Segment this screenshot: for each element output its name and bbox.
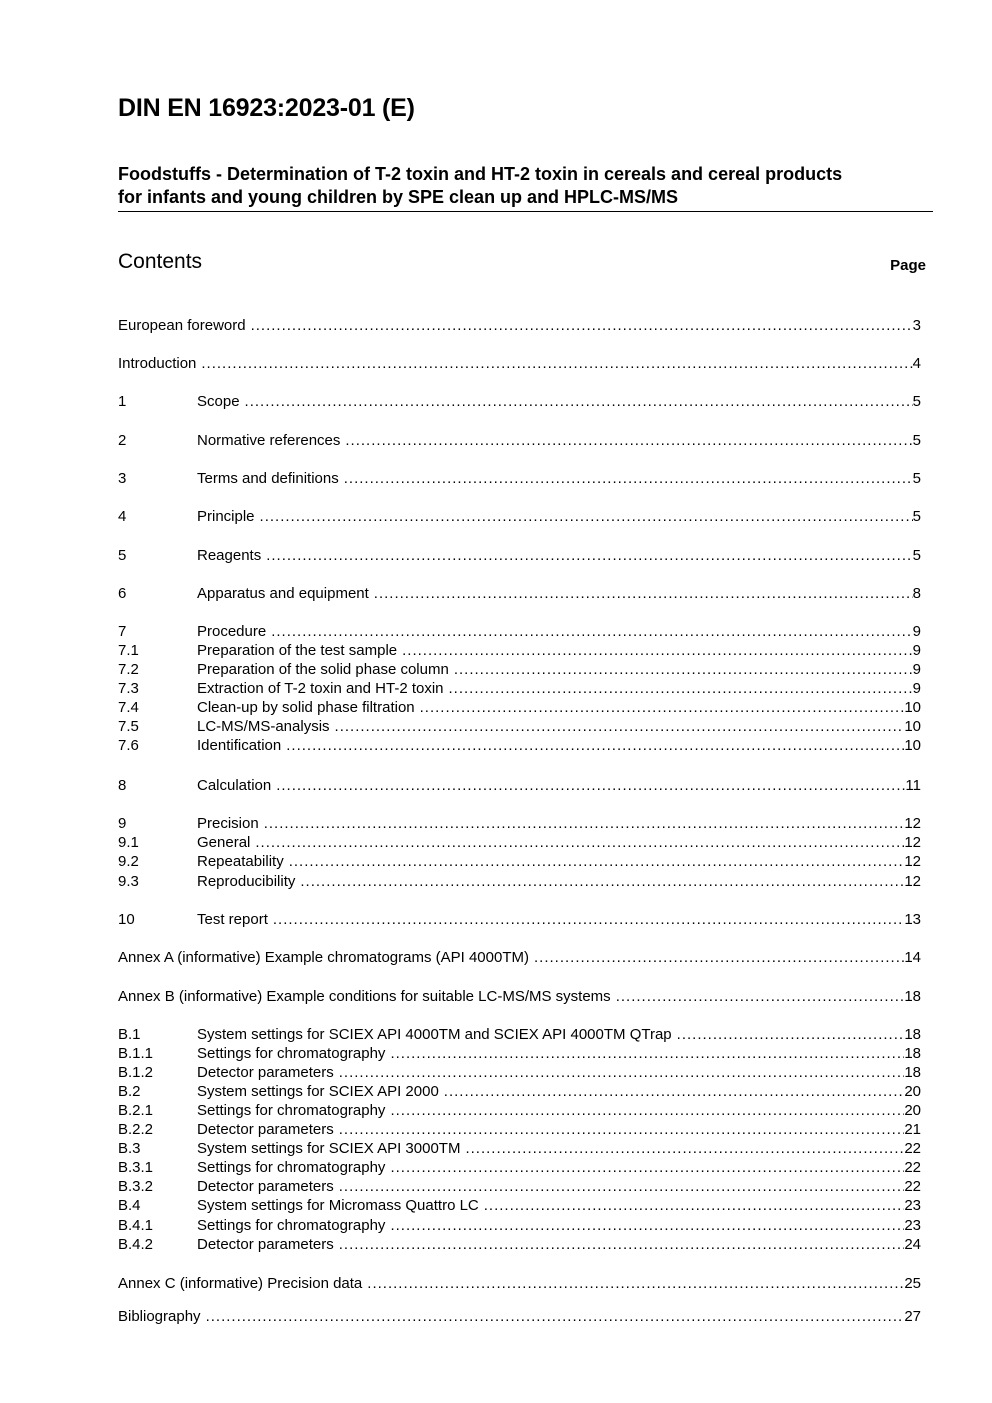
toc-entry-page: 18 [904, 988, 921, 1005]
toc-entry[interactable] [118, 431, 921, 450]
toc-dot-leader [335, 717, 905, 736]
toc-entry-number: 4 [118, 508, 127, 525]
toc-entry-title: Annex A (informative) Example chromatograms (API 4000TM) [118, 949, 529, 966]
toc-entry-title: Identification [197, 737, 282, 754]
toc-entry[interactable] [118, 507, 921, 526]
toc-entry-page: 12 [904, 815, 921, 832]
toc-dot-leader [390, 1044, 904, 1063]
toc-entry-page: 5 [912, 508, 921, 525]
toc-dot-leader [260, 507, 913, 526]
toc-dot-leader [339, 1177, 905, 1196]
toc-entry-number: B.2 [118, 1083, 141, 1100]
toc-entry-page: 12 [904, 834, 921, 851]
toc-entry-title: Reproducibility [197, 873, 296, 890]
toc-entry-page: 5 [912, 393, 921, 410]
toc-entry[interactable] [118, 717, 921, 736]
toc-entry-page: 11 [905, 777, 921, 794]
toc-entry-number: 7.4 [118, 699, 139, 716]
toc-entry-page: 10 [904, 718, 921, 735]
toc-entry-title: Annex B (informative) Example conditions for suitable LC-MS/MS systems [118, 988, 611, 1005]
toc-entry-title: Apparatus and equipment [197, 585, 369, 602]
toc-entry[interactable] [118, 698, 921, 717]
toc-entry[interactable] [118, 987, 921, 1006]
toc-entry-number: 2 [118, 432, 127, 449]
toc-entry-number: 7.5 [118, 718, 139, 735]
toc-entry-number: 1 [118, 393, 127, 410]
toc-entry[interactable] [118, 910, 921, 929]
toc-entry-number: 8 [118, 777, 127, 794]
toc-entry-page: 18 [904, 1026, 921, 1043]
toc-entry-number: 9 [118, 815, 127, 832]
toc-entry-title: Detector parameters [197, 1178, 334, 1195]
toc-entry[interactable] [118, 1158, 921, 1177]
toc-dot-leader [484, 1196, 905, 1215]
toc-entry-number: 5 [118, 547, 127, 564]
toc-entry-page: 23 [904, 1197, 921, 1214]
toc-entry-page: 13 [904, 911, 921, 928]
toc-entry-title: System settings for SCIEX API 4000TM and SCIEX API 4000TM QTrap [197, 1026, 672, 1043]
toc-entry[interactable] [118, 1177, 921, 1196]
toc-entry[interactable] [118, 1196, 921, 1215]
toc-dot-leader [454, 660, 913, 679]
toc-entry-number: 9.1 [118, 834, 139, 851]
toc-entry-page: 5 [912, 470, 921, 487]
toc-entry-page: 10 [904, 699, 921, 716]
toc-dot-leader [345, 431, 912, 450]
toc-entry-title: System settings for SCIEX API 3000TM [197, 1140, 461, 1157]
toc-entry-title: Principle [197, 508, 255, 525]
toc-entry-title: Settings for chromatography [197, 1217, 386, 1234]
toc-entry[interactable] [118, 1063, 921, 1082]
toc-entry-title: Precision [197, 815, 259, 832]
toc-entry[interactable] [118, 584, 921, 603]
toc-entry[interactable] [118, 833, 921, 852]
toc-dot-leader [390, 1101, 904, 1120]
toc-entry-page: 9 [912, 642, 921, 659]
toc-dot-leader [201, 354, 912, 373]
toc-entry[interactable] [118, 814, 921, 833]
toc-entry-number: 6 [118, 585, 127, 602]
toc-dot-leader [465, 1139, 904, 1158]
toc-entry-title: Bibliography [118, 1308, 201, 1325]
contents-heading: Contents [118, 250, 203, 273]
toc-entry[interactable] [118, 1235, 921, 1254]
toc-entry-number: 9.2 [118, 853, 139, 870]
toc-dot-leader [367, 1274, 904, 1293]
toc-entry-title: LC-MS/MS-analysis [197, 718, 330, 735]
toc-entry-number: 7 [118, 623, 127, 640]
toc-entry-page: 24 [904, 1236, 921, 1253]
toc-entry[interactable] [118, 1307, 921, 1326]
toc-entry-number: 7.6 [118, 737, 139, 754]
toc-dot-leader [402, 641, 913, 660]
toc-entry-page: 18 [904, 1064, 921, 1081]
toc-dot-leader [339, 1235, 905, 1254]
toc-entry-number: 9.3 [118, 873, 139, 890]
toc-entry-title: Reagents [197, 547, 262, 564]
toc-entry-title: Calculation [197, 777, 272, 794]
toc-entry-title: System settings for SCIEX API 2000 [197, 1083, 439, 1100]
toc-entry-title: European foreword [118, 317, 246, 334]
toc-entry-title: Detector parameters [197, 1236, 334, 1253]
toc-entry[interactable] [118, 852, 921, 871]
toc-dot-leader [266, 546, 912, 565]
toc-dot-leader [534, 948, 904, 967]
document-title-line-1: Foodstuffs - Determination of T-2 toxin and HT-2 toxin in cereals and cereal products [118, 164, 843, 184]
toc-entry-page: 9 [912, 680, 921, 697]
toc-entry-number: B.1 [118, 1026, 141, 1043]
toc-entry-page: 22 [904, 1159, 921, 1176]
toc-entry-number: B.2.1 [118, 1102, 154, 1119]
toc-entry-page: 22 [904, 1178, 921, 1195]
toc-entry-number: B.4.2 [118, 1236, 154, 1253]
toc-dot-leader [289, 852, 905, 871]
toc-dot-leader [339, 1063, 905, 1082]
toc-entry-number: B.3.1 [118, 1159, 154, 1176]
toc-entry[interactable] [118, 622, 921, 641]
toc-dot-leader [245, 392, 913, 411]
toc-entry[interactable] [118, 316, 921, 335]
toc-dot-leader [271, 622, 912, 641]
document-title [118, 163, 933, 212]
toc-entry-page: 9 [912, 623, 921, 640]
toc-entry-title: Terms and definitions [197, 470, 339, 487]
toc-dot-leader [374, 584, 913, 603]
toc-entry-number: B.3.2 [118, 1178, 154, 1195]
toc-entry[interactable] [118, 1082, 921, 1101]
toc-entry-page: 12 [904, 873, 921, 890]
toc-dot-leader [206, 1307, 905, 1326]
toc-entry[interactable] [118, 1139, 921, 1158]
toc-entry-title: Introduction [118, 355, 197, 372]
toc-entry[interactable] [118, 660, 921, 679]
toc-entry-page: 20 [904, 1102, 921, 1119]
toc-entry[interactable] [118, 1025, 921, 1044]
toc-entry-number: B.3 [118, 1140, 141, 1157]
toc-entry-page: 4 [912, 355, 921, 372]
toc-entry[interactable] [118, 948, 921, 967]
toc-entry[interactable] [118, 354, 921, 373]
toc-entry-title: Settings for chromatography [197, 1102, 386, 1119]
document-id: DIN EN 16923:2023-01 (E) [118, 94, 415, 122]
toc-entry[interactable] [118, 1274, 921, 1293]
toc-dot-leader [449, 679, 913, 698]
toc-entry-title: Repeatability [197, 853, 284, 870]
toc-entry-page: 21 [904, 1121, 921, 1138]
toc-entry-number: 7.1 [118, 642, 139, 659]
toc-entry-page: 8 [912, 585, 921, 602]
toc-entry-title: Settings for chromatography [197, 1045, 386, 1062]
toc-entry[interactable] [118, 1101, 921, 1120]
toc-entry-page: 18 [904, 1045, 921, 1062]
toc-entry-title: Detector parameters [197, 1121, 334, 1138]
toc-entry[interactable] [118, 776, 921, 795]
page-column-heading: Page [890, 257, 926, 274]
toc-entry-page: 10 [904, 737, 921, 754]
toc-entry[interactable] [118, 546, 921, 565]
toc-entry-page: 23 [904, 1217, 921, 1234]
toc-entry-number: 7.3 [118, 680, 139, 697]
toc-entry-page: 25 [904, 1275, 921, 1292]
toc-entry-number: 7.2 [118, 661, 139, 678]
toc-entry-number: 3 [118, 470, 127, 487]
toc-entry-title: Detector parameters [197, 1064, 334, 1081]
toc-dot-leader [273, 910, 904, 929]
toc-entry[interactable] [118, 679, 921, 698]
toc-entry-title: Preparation of the test sample [197, 642, 398, 659]
toc-dot-leader [339, 1120, 905, 1139]
toc-entry[interactable] [118, 392, 921, 411]
toc-entry[interactable] [118, 641, 921, 660]
toc-entry[interactable] [118, 1216, 921, 1235]
toc-entry-number: B.2.2 [118, 1121, 154, 1138]
toc-entry-number: B.1.2 [118, 1064, 154, 1081]
toc-dot-leader [444, 1082, 905, 1101]
toc-entry-title: Settings for chromatography [197, 1159, 386, 1176]
toc-entry-title: Clean-up by solid phase filtration [197, 699, 415, 716]
toc-dot-leader [344, 469, 913, 488]
toc-entry-number: B.4.1 [118, 1217, 154, 1234]
toc-dot-leader [276, 776, 905, 795]
toc-entry-page: 3 [912, 317, 921, 334]
toc-dot-leader [300, 872, 904, 891]
toc-entry-page: 5 [912, 432, 921, 449]
toc-entry-page: 22 [904, 1140, 921, 1157]
toc-dot-leader [255, 833, 904, 852]
toc-entry-title: Normative references [197, 432, 341, 449]
toc-entry-title: Scope [197, 393, 240, 410]
toc-entry[interactable] [118, 1120, 921, 1139]
toc-entry[interactable] [118, 1044, 921, 1063]
toc-entry-title: General [197, 834, 251, 851]
toc-dot-leader [390, 1216, 904, 1235]
toc-entry-page: 9 [912, 661, 921, 678]
toc-entry-page: 27 [904, 1308, 921, 1325]
toc-entry-title: System settings for Micromass Quattro LC [197, 1197, 479, 1214]
toc-dot-leader [264, 814, 905, 833]
toc-entry[interactable] [118, 736, 921, 755]
toc-entry-title: Annex C (informative) Precision data [118, 1275, 363, 1292]
toc-entry-page: 20 [904, 1083, 921, 1100]
toc-dot-leader [390, 1158, 904, 1177]
document-title-line-2: for infants and young children by SPE clean up and HPLC-MS/MS [118, 187, 679, 207]
toc-entry[interactable] [118, 469, 921, 488]
toc-entry[interactable] [118, 872, 921, 891]
toc-entry-title: Preparation of the solid phase column [197, 661, 449, 678]
toc-dot-leader [677, 1025, 905, 1044]
toc-entry-title: Extraction of T-2 toxin and HT-2 toxin [197, 680, 444, 697]
toc-entry-number: B.4 [118, 1197, 141, 1214]
toc-entry-page: 14 [904, 949, 921, 966]
toc-entry-number: B.1.1 [118, 1045, 154, 1062]
toc-entry-page: 12 [904, 853, 921, 870]
toc-dot-leader [251, 316, 913, 335]
toc-entry-title: Test report [197, 911, 268, 928]
toc-entry-page: 5 [912, 547, 921, 564]
toc-entry-title: Procedure [197, 623, 267, 640]
toc-dot-leader [616, 987, 905, 1006]
toc-entry-number: 10 [118, 911, 135, 928]
toc-dot-leader [286, 736, 904, 755]
toc-dot-leader [420, 698, 905, 717]
